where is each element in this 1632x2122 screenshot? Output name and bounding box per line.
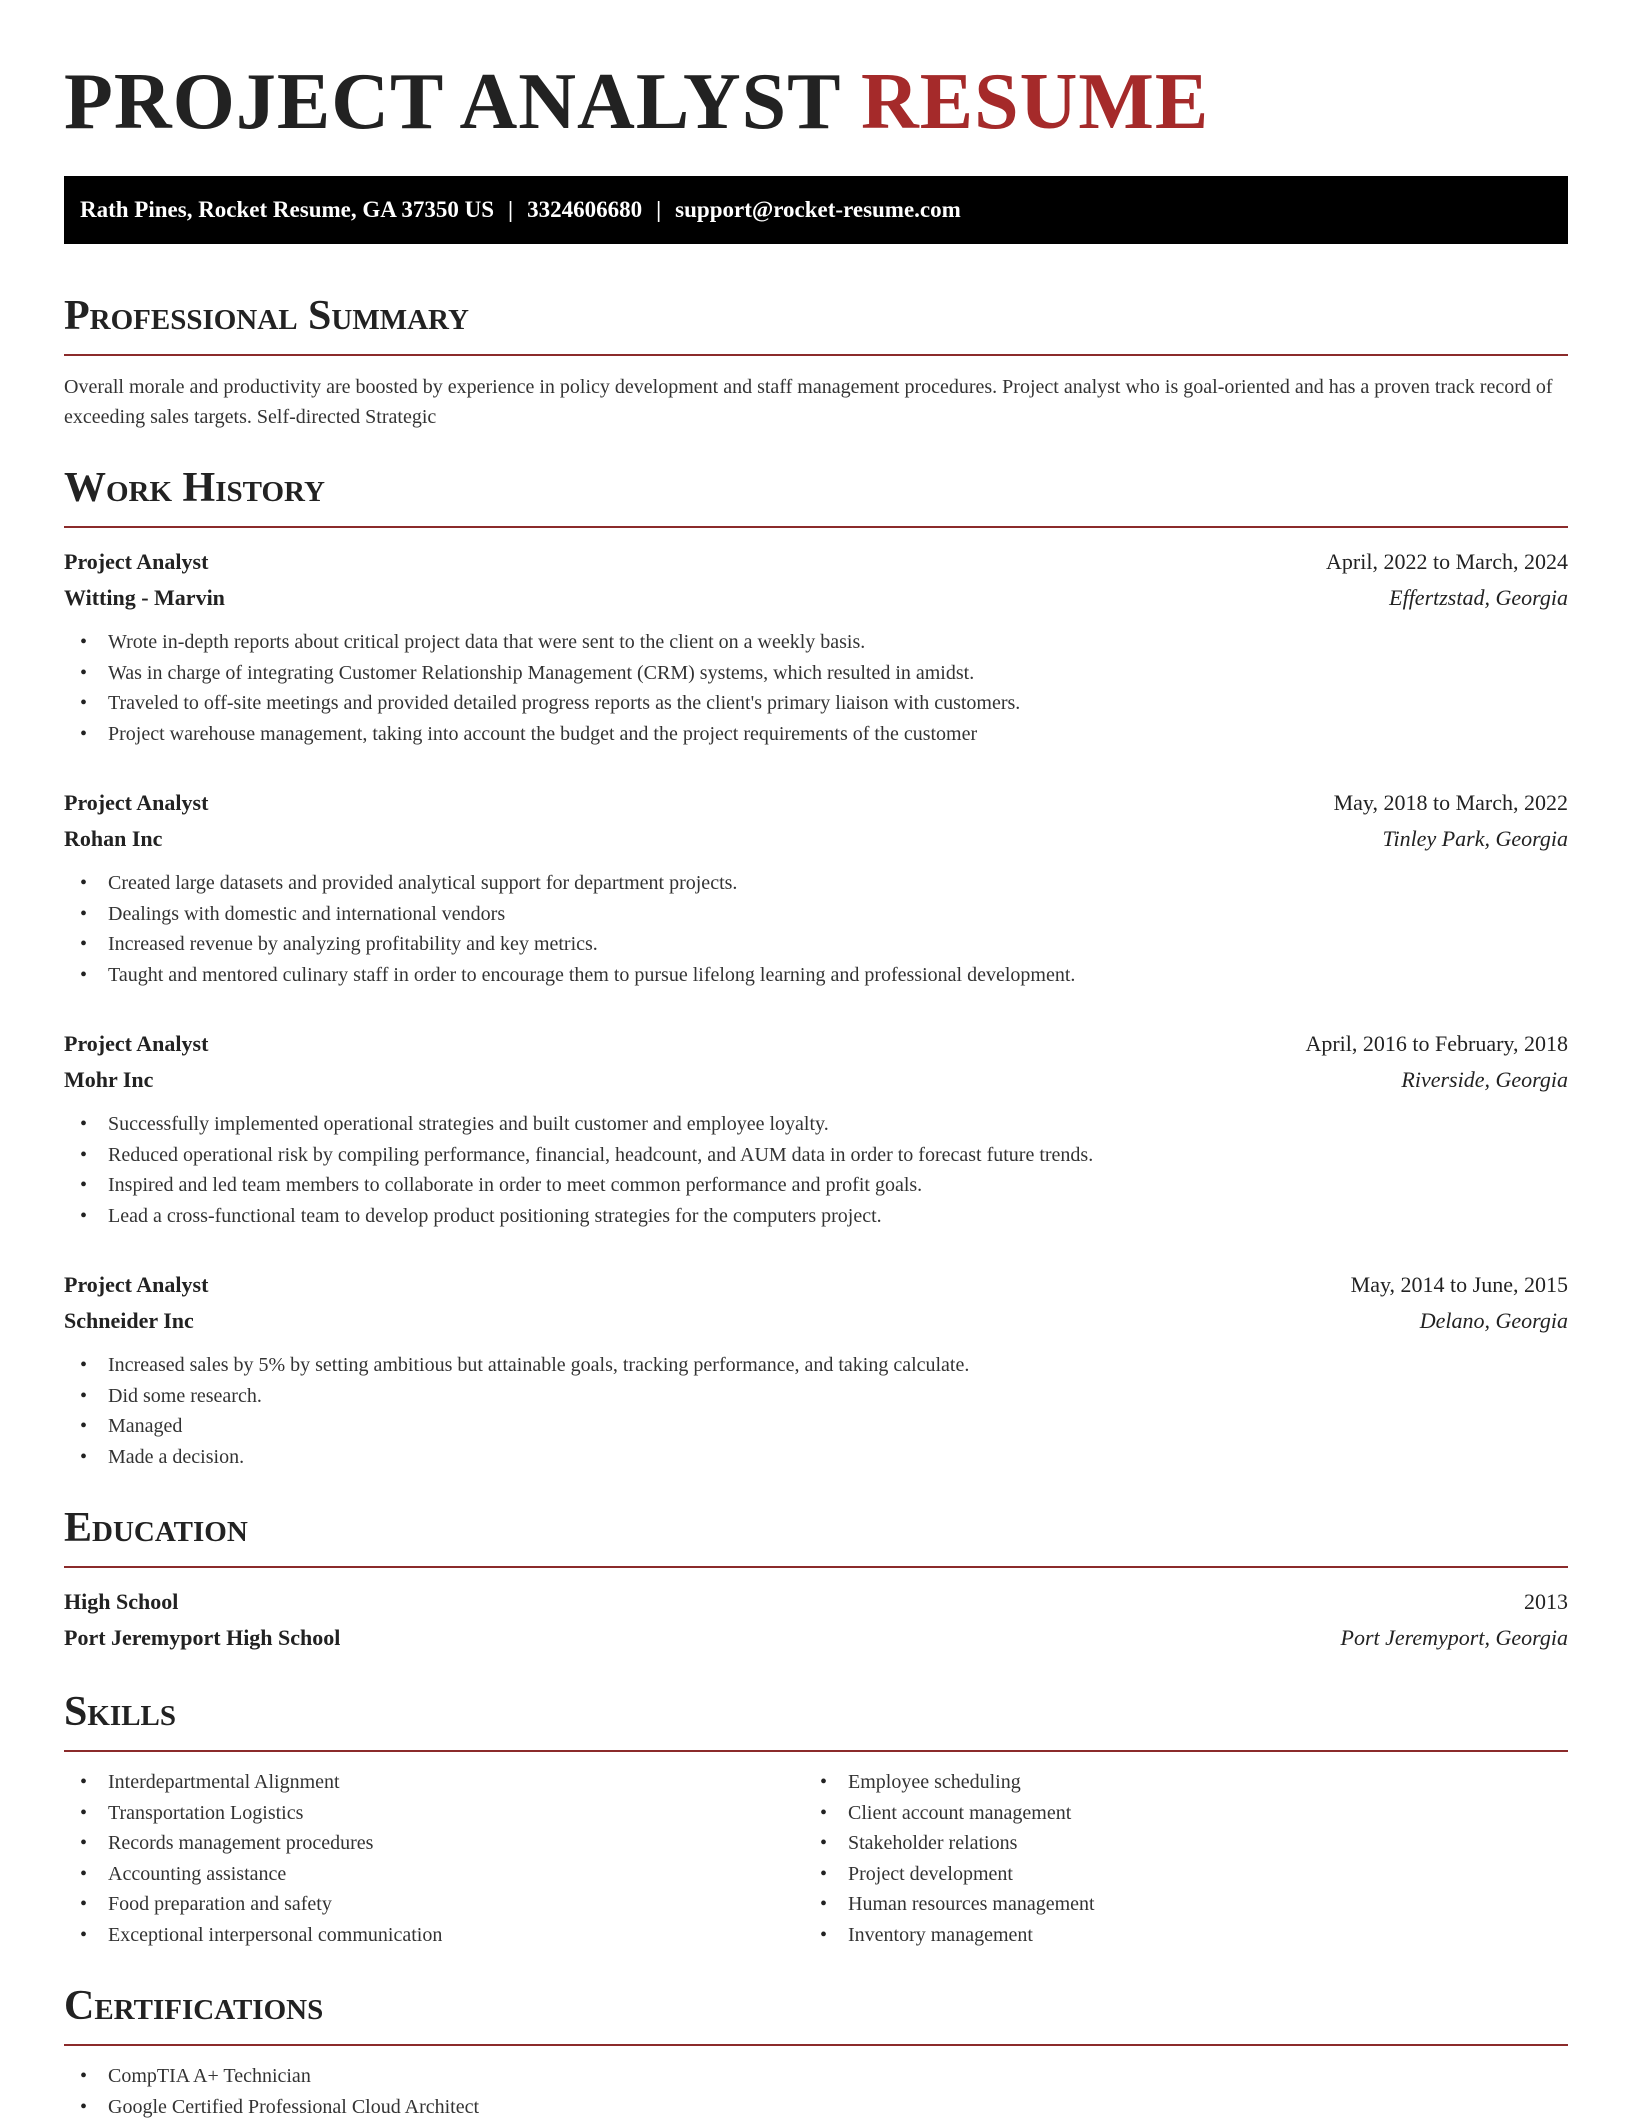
job-dates: April, 2016 to February, 2018 <box>1305 1026 1568 1062</box>
job-title: Project Analyst <box>64 785 208 821</box>
list-item: • Wrote in-depth reports about critical project data that were sent to the client on a weekly basis. <box>64 627 1568 658</box>
list-item: • Inspired and led team members to collaborate in order to meet common performance and profit goals. <box>64 1170 1568 1201</box>
list-item: • Managed <box>64 1411 1568 1442</box>
job-header <box>64 785 1568 821</box>
section-heading-education: Education <box>64 1502 1568 1554</box>
list-item: • Accounting assistance <box>64 1859 804 1890</box>
list-item: • Employee scheduling <box>804 1767 1544 1798</box>
list-item: • Human resources management <box>804 1889 1544 1920</box>
job-header <box>64 1267 1568 1303</box>
job-company: Witting - Marvin <box>64 580 225 616</box>
job-entry <box>64 1267 1568 1472</box>
job-location: Riverside, Georgia <box>1401 1062 1568 1098</box>
list-item: • Inventory management <box>804 1920 1544 1951</box>
list-item: • Records management procedures <box>64 1828 804 1859</box>
job-header <box>64 1026 1568 1062</box>
title-resume-word: RESUME <box>861 58 1209 146</box>
list-item: • Created large datasets and provided analytical support for department projects. <box>64 868 1568 899</box>
education-entry <box>64 1584 1568 1656</box>
certifications-list <box>64 2061 1568 2122</box>
education-section <box>64 1502 1568 1656</box>
list-item: • Taught and mentored culinary staff in order to encourage them to pursue lifelong learning and professional development. <box>64 960 1568 991</box>
job-title: Project Analyst <box>64 544 208 580</box>
list-item: • Increased sales by 5% by setting ambitious but attainable goals, tracking performance, and taking calculate. <box>64 1350 1568 1381</box>
list-item: • Reduced operational risk by compiling performance, financial, headcount, and AUM data in order to forecast future trends. <box>64 1140 1568 1171</box>
certifications-section <box>64 1980 1568 2122</box>
job-company: Mohr Inc <box>64 1062 153 1098</box>
skills-list-right <box>804 1767 1544 1950</box>
list-item: • Lead a cross-functional team to develop product positioning strategies for the computers project. <box>64 1201 1568 1232</box>
job-subheader <box>64 1062 1568 1098</box>
list-item: • CompTIA A+ Technician <box>64 2061 1568 2092</box>
list-item: • Made a decision. <box>64 1442 1568 1473</box>
job-entry <box>64 544 1568 749</box>
list-item: • Traveled to off-site meetings and provided detailed progress reports as the client's primary liaison with customers. <box>64 688 1568 719</box>
job-title: Project Analyst <box>64 1026 208 1062</box>
job-dates: May, 2018 to March, 2022 <box>1334 785 1568 821</box>
list-item: • Transportation Logistics <box>64 1798 804 1829</box>
contact-address: Rath Pines, Rocket Resume, GA 37350 US <box>80 197 494 222</box>
contact-email: support@rocket-resume.com <box>675 197 961 222</box>
list-item: • Exceptional interpersonal communication <box>64 1920 804 1951</box>
job-dates: April, 2022 to March, 2024 <box>1326 544 1568 580</box>
list-item: • Was in charge of integrating Customer Relationship Management (CRM) systems, which resulted in amidst. <box>64 658 1568 689</box>
title-role: PROJECT ANALYST <box>64 58 840 146</box>
section-divider <box>64 354 1568 356</box>
education-subheader <box>64 1620 1568 1656</box>
contact-separator: | <box>642 197 675 222</box>
job-location: Delano, Georgia <box>1420 1303 1568 1339</box>
section-divider <box>64 1750 1568 1752</box>
skills-columns <box>64 1767 1568 1950</box>
job-bullets <box>64 1109 1568 1231</box>
job-subheader <box>64 580 1568 616</box>
education-year: 2013 <box>1524 1584 1568 1620</box>
section-divider <box>64 2044 1568 2046</box>
education-degree: High School <box>64 1584 178 1620</box>
skills-section <box>64 1686 1568 1950</box>
list-item: • Successfully implemented operational strategies and built customer and employee loyalty. <box>64 1109 1568 1140</box>
skills-list-left <box>64 1767 804 1950</box>
section-heading-skills: Skills <box>64 1686 1568 1738</box>
job-bullets <box>64 868 1568 990</box>
section-heading-work-history: Work History <box>64 462 1568 514</box>
job-bullets <box>64 1350 1568 1472</box>
resume-page <box>64 0 1568 2122</box>
list-item: • Interdepartmental Alignment <box>64 1767 804 1798</box>
contact-separator: | <box>494 197 527 222</box>
list-item: • Dealings with domestic and international vendors <box>64 899 1568 930</box>
resume-title <box>64 58 1568 146</box>
list-item: • Increased revenue by analyzing profitability and key metrics. <box>64 929 1568 960</box>
list-item: • Google Certified Professional Cloud Architect <box>64 2092 1568 2122</box>
section-divider <box>64 1566 1568 1568</box>
job-company: Rohan Inc <box>64 821 162 857</box>
education-header <box>64 1584 1568 1620</box>
education-location: Port Jeremyport, Georgia <box>1341 1620 1569 1656</box>
job-subheader <box>64 821 1568 857</box>
job-bullets <box>64 627 1568 749</box>
job-entry <box>64 1026 1568 1231</box>
job-location: Effertzstad, Georgia <box>1389 580 1568 616</box>
section-divider <box>64 526 1568 528</box>
job-header <box>64 544 1568 580</box>
list-item: • Project development <box>804 1859 1544 1890</box>
list-item: • Did some research. <box>64 1381 1568 1412</box>
list-item: • Client account management <box>804 1798 1544 1829</box>
job-subheader <box>64 1303 1568 1339</box>
section-heading-certifications: Certifications <box>64 1980 1568 2032</box>
contact-bar <box>64 176 1568 244</box>
list-item: • Project warehouse management, taking into account the budget and the project requirements of the customer <box>64 719 1568 750</box>
summary-text: Overall morale and productivity are boosted by experience in policy development and staff management procedures. Project analyst who is goal-oriented and has a proven track record of exceeding sales targets. Self-directed Strategic <box>64 372 1568 432</box>
job-location: Tinley Park, Georgia <box>1382 821 1568 857</box>
summary-section <box>64 290 1568 432</box>
education-school: Port Jeremyport High School <box>64 1620 340 1656</box>
job-entry <box>64 785 1568 990</box>
list-item: • Stakeholder relations <box>804 1828 1544 1859</box>
contact-phone: 3324606680 <box>527 197 642 222</box>
work-history-section <box>64 462 1568 1472</box>
job-dates: May, 2014 to June, 2015 <box>1351 1267 1568 1303</box>
job-company: Schneider Inc <box>64 1303 194 1339</box>
section-heading-summary: Professional Summary <box>64 290 1568 342</box>
job-title: Project Analyst <box>64 1267 208 1303</box>
list-item: • Food preparation and safety <box>64 1889 804 1920</box>
